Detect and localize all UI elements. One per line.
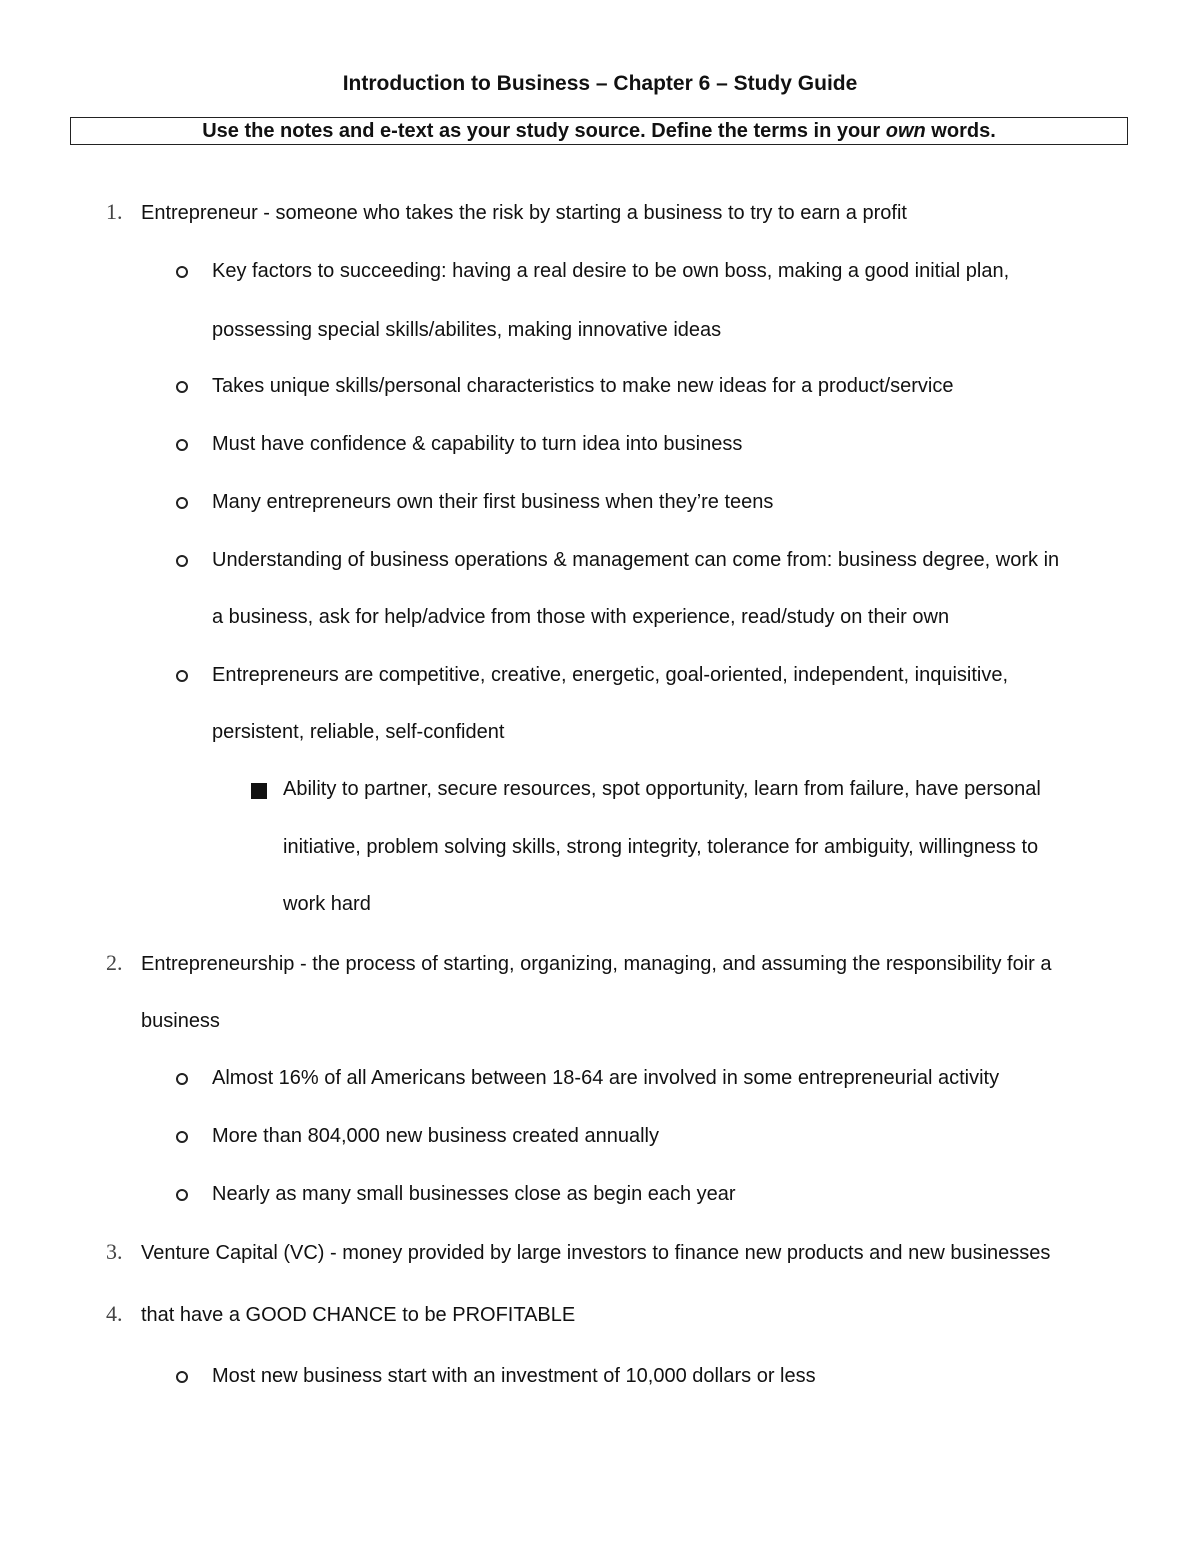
sub-sub-bullet-text: Ability to partner, secure resources, spot opportunity, learn from failure, have personal [283, 778, 1041, 800]
sub-bullet-text: Nearly as many small businesses close as begin each year [212, 1183, 736, 1205]
sub-bullet-text: persistent, reliable, self-confident [212, 721, 505, 743]
instruction-emphasis: own [885, 120, 926, 142]
circle-bullet-icon [176, 381, 188, 393]
circle-bullet-icon [176, 670, 188, 682]
sub-bullet-text: Key factors to succeeding: having a real desire to be own boss, making a good initial plan, [212, 260, 1010, 282]
circle-bullet-icon [176, 439, 188, 451]
circle-bullet-icon [176, 1073, 188, 1085]
sub-bullet-text: More than 804,000 new business created annually [212, 1125, 659, 1147]
sub-bullet-text: Takes unique skills/personal characteristics to make new ideas for a product/service [212, 375, 954, 397]
instruction-box [70, 117, 1128, 145]
circle-bullet-icon [176, 497, 188, 509]
circle-bullet-icon [176, 266, 188, 278]
circle-bullet-icon [176, 555, 188, 567]
instruction-text: Use the notes and e-text as your study source. Define the terms in your [202, 120, 886, 142]
list-number: 1. [106, 199, 123, 224]
sub-bullet-text: Many entrepreneurs own their first business when they’re teens [212, 491, 774, 513]
list-number: 3. [106, 1239, 123, 1264]
list-item-text: Entrepreneur - someone who takes the risk by starting a business to try to earn a profit [141, 202, 907, 224]
list-number: 4. [106, 1301, 123, 1326]
instruction-text-end: words. [925, 120, 996, 142]
circle-bullet-icon [176, 1371, 188, 1383]
sub-bullet-text: possessing special skills/abilites, making innovative ideas [212, 319, 722, 341]
list-item-text: that have a GOOD CHANCE to be PROFITABLE [141, 1304, 576, 1326]
list-item-text: Entrepreneurship - the process of starting, organizing, managing, and assuming the responsibility foir a [141, 953, 1052, 975]
page-title: Introduction to Business – Chapter 6 – Study Guide [342, 72, 858, 95]
sub-bullet-text: Understanding of business operations & management can come from: business degree, work in [212, 549, 1060, 571]
sub-bullet-text: Must have confidence & capability to turn idea into business [212, 433, 743, 455]
circle-bullet-icon [176, 1189, 188, 1201]
list-item-text: Venture Capital (VC) - money provided by large investors to finance new products and new businesses [141, 1242, 1051, 1264]
sub-bullet-text: Entrepreneurs are competitive, creative, energetic, goal-oriented, independent, inquisitive, [212, 664, 1009, 686]
circle-bullet-icon [176, 1131, 188, 1143]
list-number: 2. [106, 950, 123, 975]
sub-bullet-text: a business, ask for help/advice from those with experience, read/study on their own [212, 606, 950, 628]
sub-sub-bullet-text: work hard [283, 893, 371, 915]
square-bullet-icon [251, 783, 267, 799]
sub-bullet-text: Almost 16% of all Americans between 18-64 are involved in some entrepreneurial activity [212, 1067, 1000, 1089]
sub-sub-bullet-text: initiative, problem solving skills, strong integrity, tolerance for ambiguity, willingness to [283, 836, 1039, 858]
list-item-text: business [141, 1010, 220, 1032]
sub-bullet-text: Most new business start with an investment of 10,000 dollars or less [212, 1365, 816, 1387]
